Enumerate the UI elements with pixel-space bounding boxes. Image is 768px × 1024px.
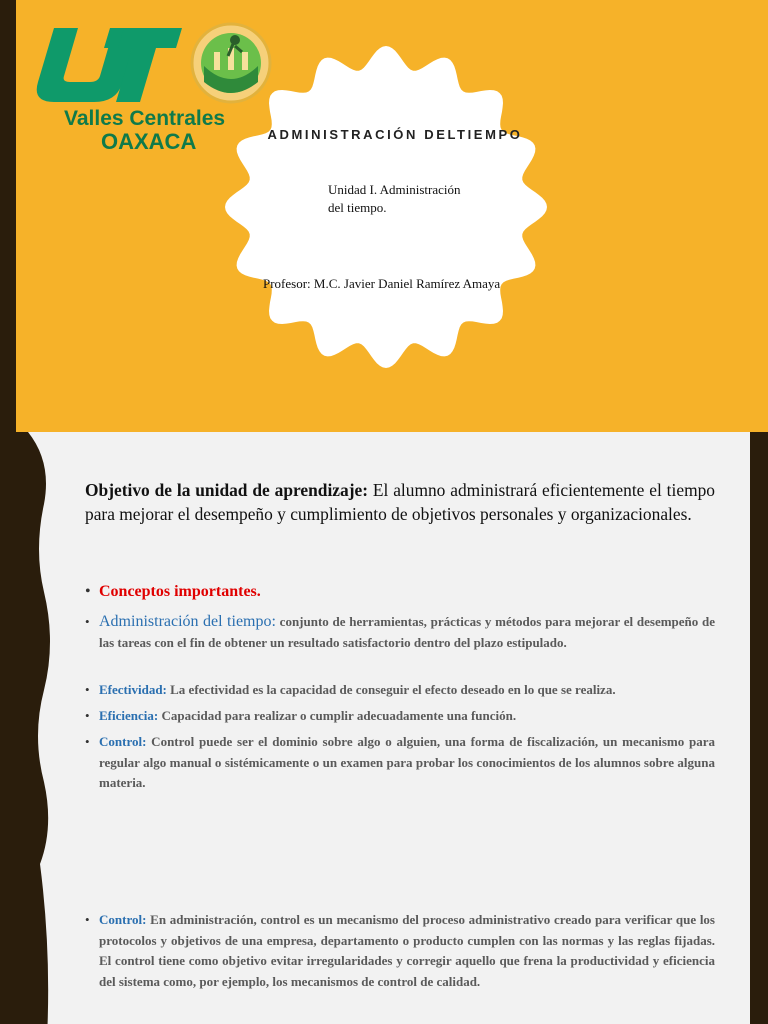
unit-line2: del tiempo. xyxy=(328,200,387,215)
bullet-term: Control: xyxy=(99,912,147,927)
slide-title-heading: ADMINISTRACIÓN DELTIEMPO xyxy=(267,127,523,142)
left-accent-bar xyxy=(0,0,16,432)
bullet-term: Administración del tiempo: xyxy=(99,613,276,630)
wave-border xyxy=(0,864,60,1024)
list-item xyxy=(85,732,715,794)
institution-name xyxy=(64,108,244,153)
bullet-text: conjunto de herramientas, prácticas y métodos para mejorar el desempeño de las tareas con el fin de obtener un resultado satisfactorio dentro del plazo estipulado. xyxy=(99,614,716,650)
list-item xyxy=(85,706,715,727)
list-item xyxy=(85,680,715,701)
objective-text: El alumno administrará eficientemente el tiempo para mejorar el desempeño y cumplimiento de objetivos personales y organizacionales. xyxy=(85,480,715,524)
bullet-icon: • xyxy=(85,708,90,723)
bullet-icon: • xyxy=(85,912,90,927)
unit-objective xyxy=(85,478,715,526)
bullet-text: La efectividad es la capacidad de conseguir el efecto deseado en lo que se realiza. xyxy=(166,682,616,697)
bullet-icon: • xyxy=(85,614,90,629)
institution-name-line1: Valles Centrales xyxy=(64,107,226,130)
bullet-text: Control puede ser el dominio sobre algo o alguien, una forma de fiscalización, un mecanismo para regular algo manual o sistémicamente o un examen para probar los conocimientos de los alumnos sobre alguna materia. xyxy=(99,734,715,790)
list-item xyxy=(85,910,715,992)
bullet-term: Conceptos importantes. xyxy=(99,583,261,600)
institution-name-line2: OAXACA xyxy=(101,129,197,154)
professor-name: Profesor: M.C. Javier Daniel Ramírez Amaya xyxy=(263,276,501,291)
ut-logo-icon xyxy=(24,24,184,106)
slide-concepts xyxy=(0,432,750,864)
wave-border xyxy=(0,432,60,864)
unit-subtitle xyxy=(328,181,488,217)
list-item xyxy=(85,612,715,653)
bullet-icon: • xyxy=(85,734,90,749)
list-item xyxy=(85,582,715,603)
bullet-icon: • xyxy=(85,583,91,600)
unit-line1: Unidad I. Administración xyxy=(328,182,461,197)
objective-label: Objetivo de la unidad de aprendizaje: xyxy=(85,480,368,500)
slide-title xyxy=(0,0,768,432)
bullet-term: Eficiencia: xyxy=(99,708,159,723)
bullet-text: Capacidad para realizar o cumplir adecuadamente una función. xyxy=(158,708,517,723)
slide-control xyxy=(0,864,750,1024)
bullet-term: Efectividad: xyxy=(99,682,167,697)
bullet-text: En administración, control es un mecanismo del proceso administrativo creado para verificar que los protocolos y objetivos de una empresa, departamento o producto cumplen con las normas y las reglas fijadas. El control tiene como objetivo evitar irregularidades y corregir aquello que frena la productividad y eficiencia del sistema como, por ejemplo, los mecanismos de control de calidad. xyxy=(99,912,715,989)
bullet-term: Control: xyxy=(99,734,147,749)
bullet-icon: • xyxy=(85,682,90,697)
